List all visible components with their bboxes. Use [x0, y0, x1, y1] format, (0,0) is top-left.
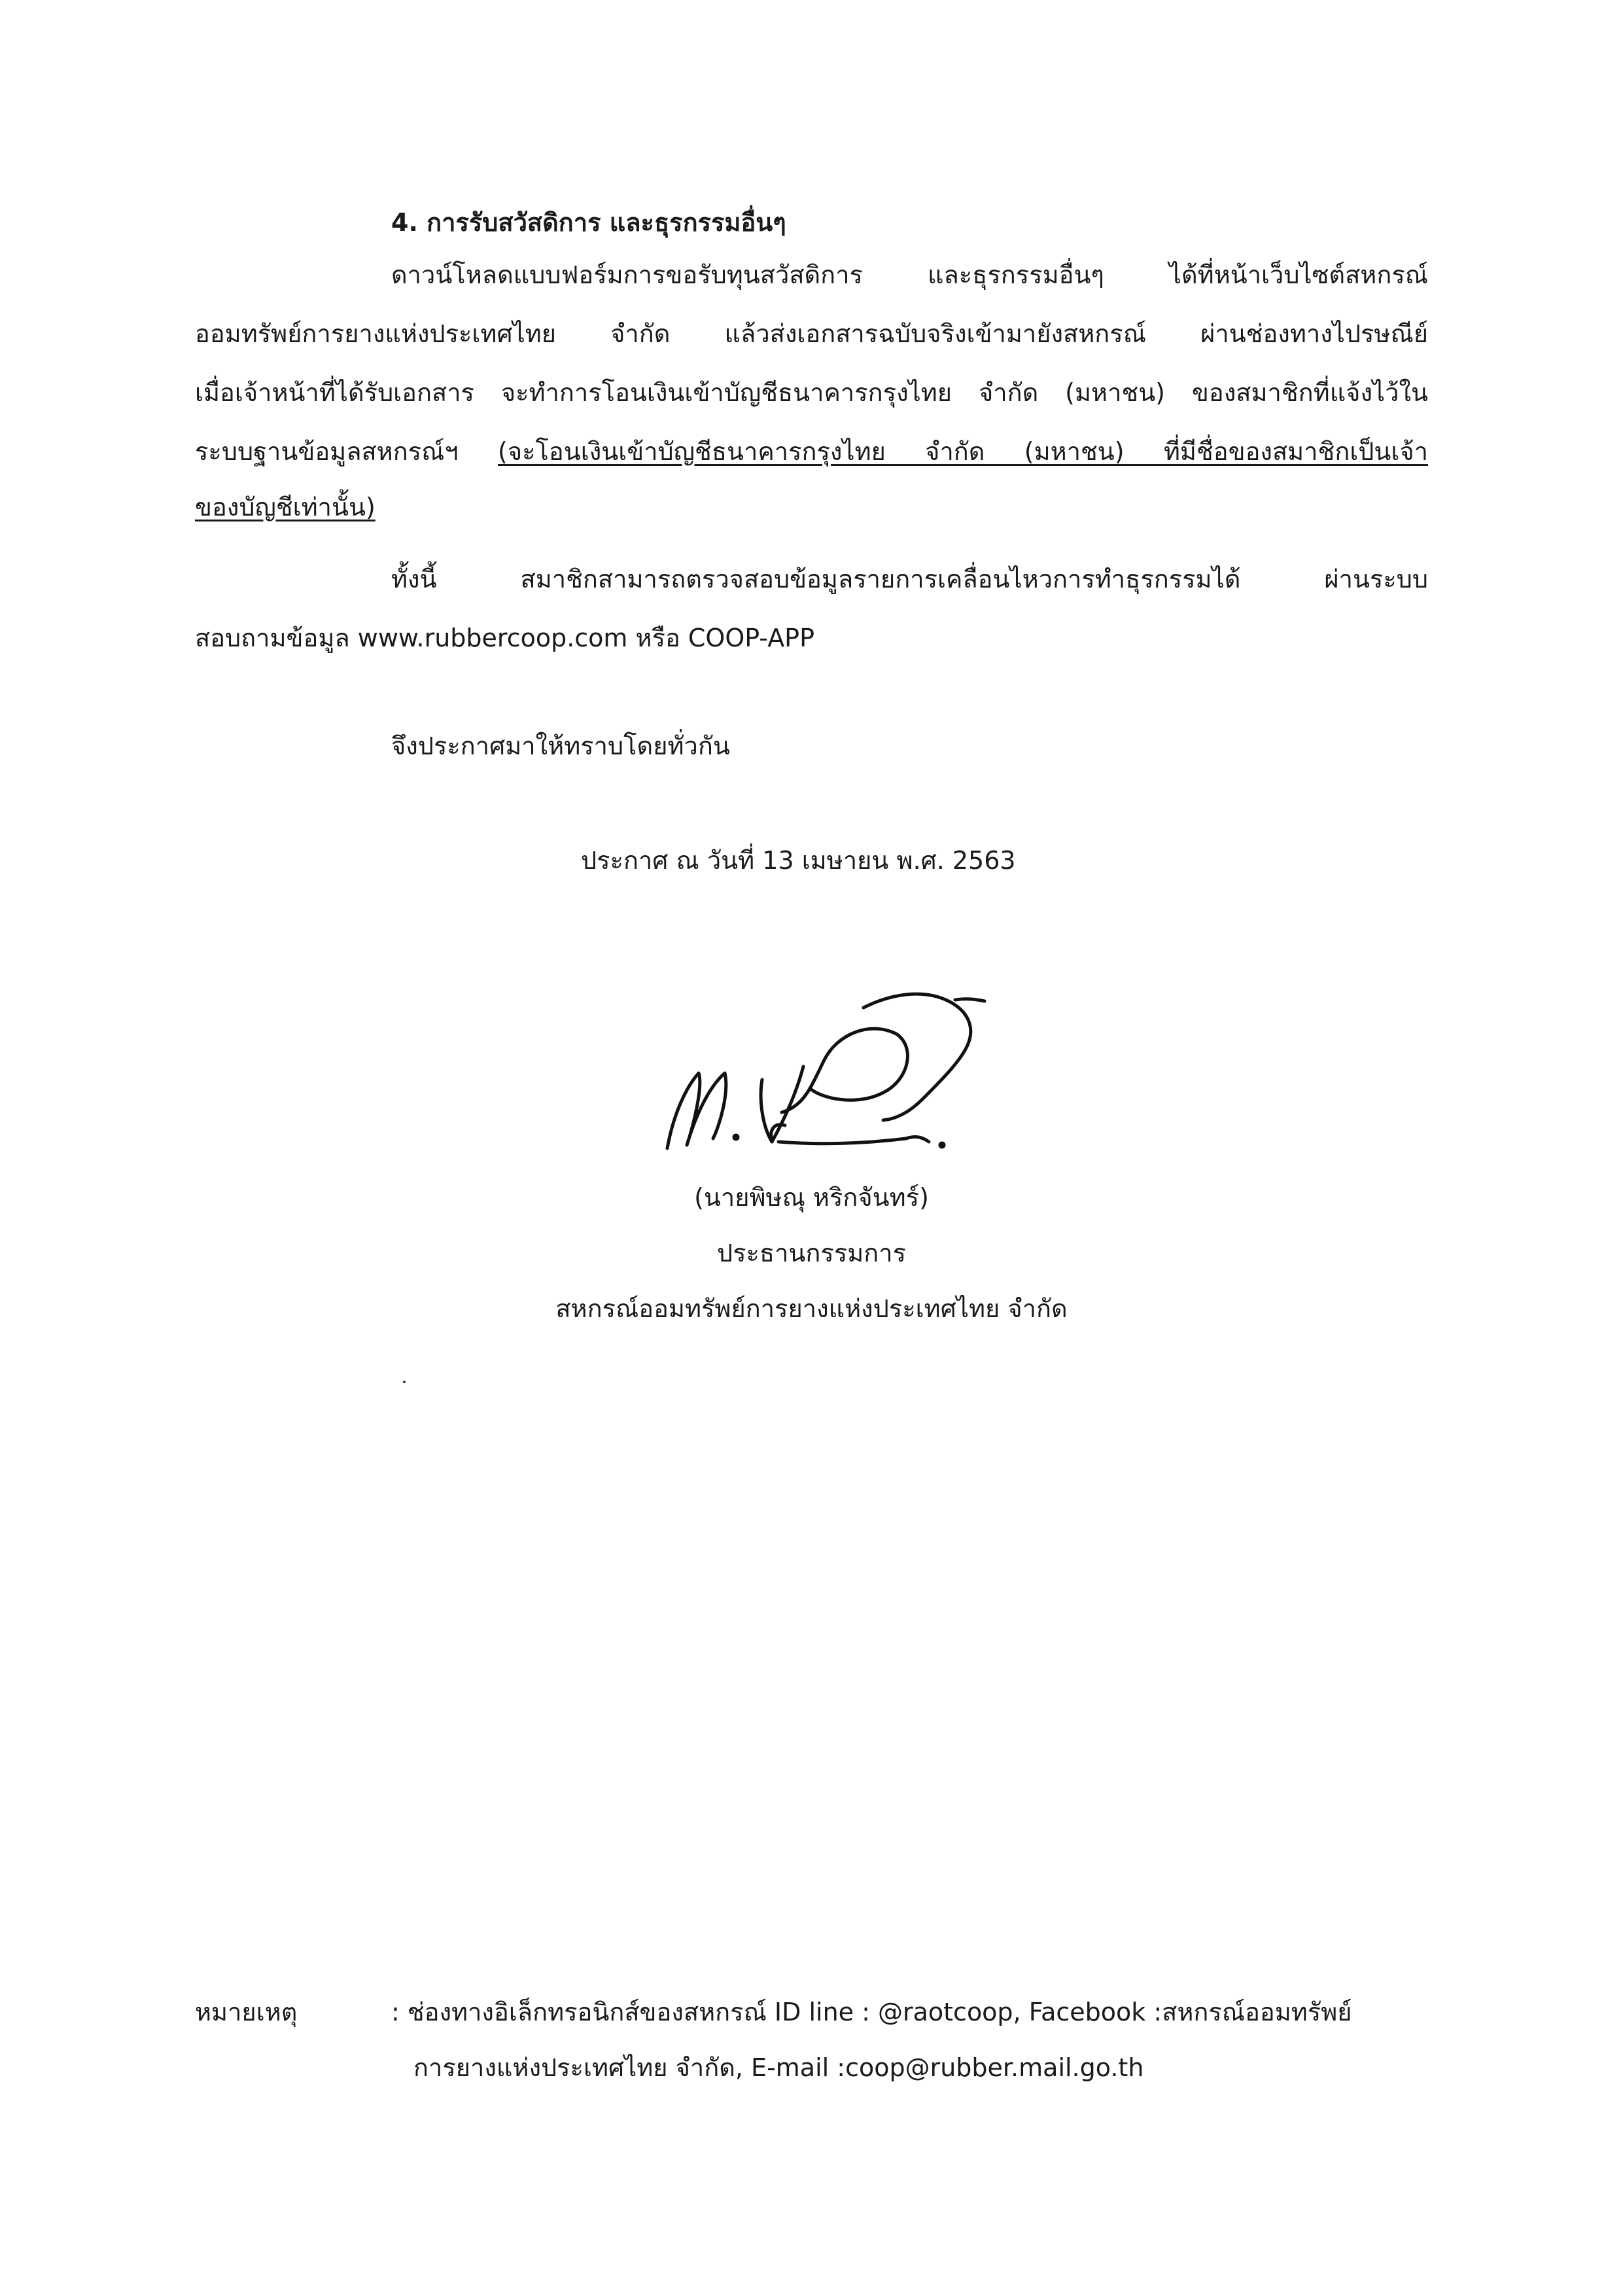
signatory-organization: สหกรณ์ออมทรัพย์การยางแห่งประเทศไทย จำกัด — [555, 1294, 1068, 1323]
signature-image — [648, 981, 1014, 1165]
note-line-2: การยางแห่งประเทศไทย จำกัด, E-mail :coop@rubber.mail.go.th — [413, 2053, 1144, 2082]
paragraph-1-line-2: ออมทรัพย์การยางแห่งประเทศไทย จำกัด แล้วส่งเอกสารฉบับจริงเข้ามายังสหกรณ์ ผ่านช่องทางไปรษณีย์ — [195, 319, 1428, 348]
signatory-name: (นายพิษณุ หริกจันทร์) — [694, 1183, 929, 1212]
announcement-date: ประกาศ ณ วันที่ 13 เมษายน พ.ศ. 2563 — [581, 846, 1016, 875]
paragraph-1-line-5: ของบัญชีเท่านั้น) — [195, 493, 375, 521]
signatory-position: ประธานกรรมการ — [716, 1239, 907, 1267]
paragraph-2-line-2: สอบถามข้อมูล www.rubbercoop.com หรือ COOP-APP — [195, 624, 815, 652]
stray-mark — [403, 1381, 406, 1383]
closing-statement: จึงประกาศมาให้ทราบโดยทั่วกัน — [391, 732, 730, 760]
paragraph-2-line-1: ทั้งนี้ สมาชิกสามารถตรวจสอบข้อมูลรายการเคลื่อนไหวการทำธุรกรรมได้ ผ่านระบบ — [391, 565, 1428, 593]
paragraph-1-line-3: เมื่อเจ้าหน้าที่ได้รับเอกสาร จะทำการโอนเงินเข้าบัญชีธนาคารกรุงไทย จำกัด (มหาชน) ของสมาชิกที่แจ้งไว้ใน — [195, 378, 1428, 407]
note-line-1: : ช่องทางอิเล็กทรอนิกส์ของสหกรณ์ ID line : @raotcoop, Facebook :สหกรณ์ออมทรัพย์ — [391, 1998, 1352, 2026]
paragraph-1-line-4 — [195, 432, 1428, 471]
paragraph-1-line-1: ดาวน์โหลดแบบฟอร์มการขอรับทุนสวัสดิการ และธุรกรรมอื่นๆ ได้ที่หน้าเว็บไซต์สหกรณ์ — [391, 260, 1428, 289]
paragraph-1-line-4-plain: ระบบฐานข้อมูลสหกรณ์ฯ — [195, 437, 498, 466]
section-heading: 4. การรับสวัสดิการ และธุรกรรมอื่นๆ — [391, 208, 786, 237]
note-label: หมายเหตุ — [195, 1998, 298, 2026]
paragraph-1-line-4-underlined: (จะโอนเงินเข้าบัญชีธนาคารกรุงไทย จำกัด (มหาชน) ที่มีชื่อของสมาชิกเป็นเจ้า — [498, 437, 1428, 466]
